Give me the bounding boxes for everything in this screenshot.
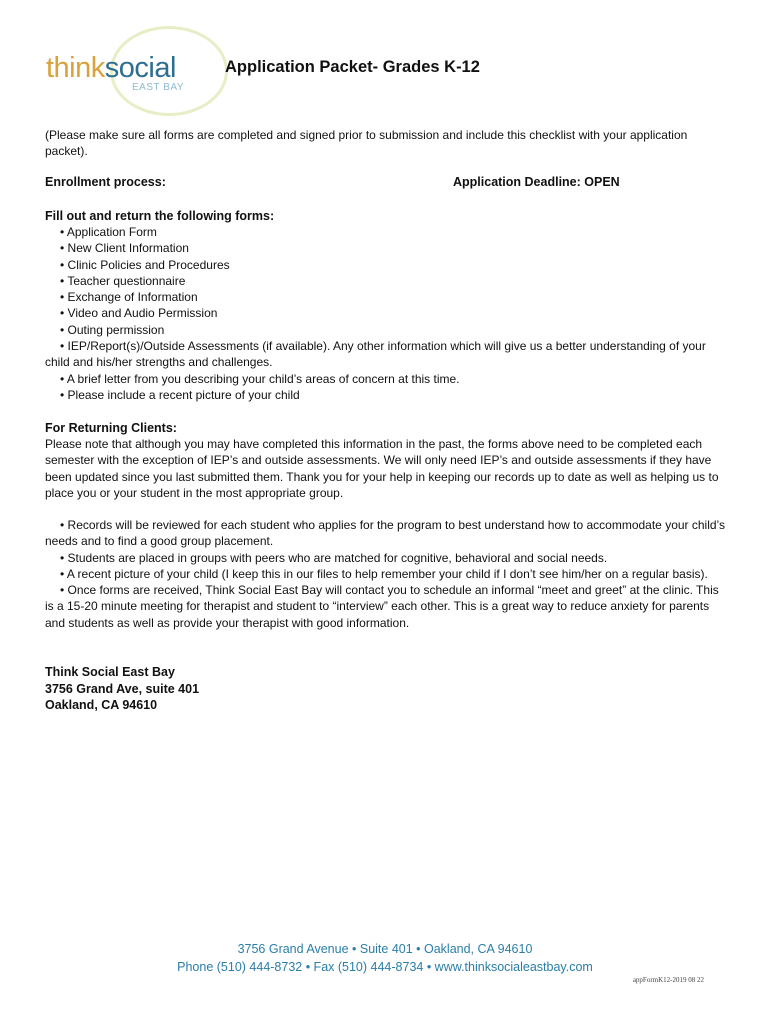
- returning-paragraph: Please note that although you may have completed this information in the past, the forms above need to be completed each semester with the exception of IEP’s and outside assessments. We will only need IEP’s and outside assessments if they have been updated since you last submitted them. Thank you for your help in keeping our records up to date as well as helping us to place you or your student in the most appropriate group.: [45, 437, 719, 500]
- list-item: • Records will be reviewed for each student who applies for the program to best understand how to accommodate your child’s needs and to find a good group placement.: [45, 518, 725, 549]
- forms-list: [45, 224, 725, 403]
- list-item: • New Client Information: [60, 241, 189, 256]
- list-item: • Once forms are received, Think Social East Bay will contact you to schedule an informal “meet and greet” at the clinic. This is a 15-20 minute meeting for therapist and student to “interview” each other. This is a great way to reduce anxiety for parents and students as well as provide your therapist with good information.: [45, 583, 719, 630]
- logo-subtitle: EAST BAY: [132, 82, 184, 93]
- form-code: appFormK12-2019 08 22: [632, 976, 704, 984]
- think-social-logo: [40, 22, 200, 112]
- footer-address: 3756 Grand Avenue • Suite 401 • Oakland, CA 94610: [237, 942, 533, 956]
- returning-list: [45, 517, 725, 631]
- logo-social: social: [104, 52, 176, 84]
- forms-heading: Fill out and return the following forms:: [45, 209, 275, 223]
- enrollment-row: [45, 175, 725, 189]
- page-title: Application Packet- Grades K-12: [225, 58, 480, 76]
- list-item: • Application Form: [60, 225, 157, 239]
- enrollment-label: Enrollment process:: [45, 175, 166, 189]
- address-line-2: 3756 Grand Ave, suite 401: [45, 681, 200, 696]
- list-item: • Clinic Policies and Procedures: [60, 257, 230, 272]
- address-line-1: Think Social East Bay: [45, 665, 175, 679]
- list-item: • IEP/Report(s)/Outside Assessments (if available). Any other information which will give us a better understanding of your child and his/her strengths and challenges.: [45, 339, 706, 370]
- mailing-address: [45, 664, 725, 714]
- returning-heading: For Returning Clients:: [45, 421, 177, 435]
- application-deadline: Application Deadline: OPEN: [453, 175, 620, 189]
- list-item: • A recent picture of your child (I keep this in our files to help remember your child if I don’t see him/her on a regular basis).: [60, 566, 708, 581]
- list-item: • Teacher questionnaire: [60, 273, 186, 288]
- logo-wordmark: [46, 52, 176, 85]
- intro-note: (Please make sure all forms are completed and signed prior to submission and include this checklist with your application packet).: [45, 128, 688, 159]
- logo-think: think: [46, 52, 105, 84]
- list-item: • Please include a recent picture of your child: [60, 387, 300, 402]
- list-item: • Video and Audio Permission: [60, 306, 218, 321]
- list-item: • Students are placed in groups with peers who are matched for cognitive, behavioral and social needs.: [60, 550, 608, 565]
- footer-contact: Phone (510) 444-8732 • Fax (510) 444-8734 • www.thinksocialeastbay.com: [177, 960, 593, 974]
- address-line-3: Oakland, CA 94610: [45, 698, 158, 712]
- list-item: • Exchange of Information: [60, 290, 198, 305]
- list-item: • Outing permission: [60, 322, 165, 337]
- list-item: • A brief letter from you describing your child’s areas of concern at this time.: [60, 371, 460, 386]
